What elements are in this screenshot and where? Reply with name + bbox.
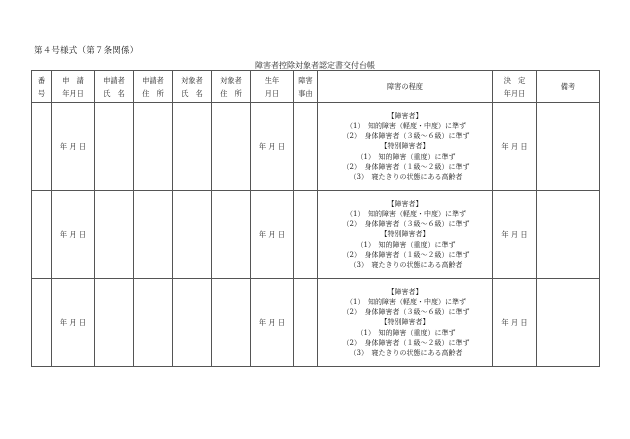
col-header-decision-date: 決 定 年月日 [493,71,537,103]
cell-applicant-address [134,279,173,367]
cell-disability-degree [318,103,493,191]
col-header-subject-name: 対象者 氏 名 [173,71,212,103]
cell-number [32,279,52,367]
degree-option: （3） 寝たきりの状態にある高齢者 [349,261,463,269]
cell-application-date: 年 月 日 [52,279,95,367]
cell-subject-address [212,279,251,367]
cell-application-date: 年 月 日 [52,103,95,191]
table-row [32,279,600,367]
degree-option: （3） 寝たきりの状態にある高齢者 [349,349,463,357]
cell-number [32,103,52,191]
degree-option: （2） 身体障害者（１級～２級）に準ず [342,162,470,171]
cell-applicant-name [95,103,134,191]
col-header-number: 番 号 [32,71,52,103]
col-header-application-date: 申 請 年月日 [52,71,95,103]
degree-option: （1） 知的障害（重度）に準ず [356,152,456,161]
degree-option: （1） 知的障害（軽度・中度）に準ず [346,121,466,130]
col-header-disability-degree: 障害の程度 [318,71,493,103]
degree-option: （2） 身体障害者（１級～２級）に準ず [342,338,470,347]
cell-remarks [537,279,600,367]
cell-remarks [537,103,600,191]
degree-option: （1） 知的障害（軽度・中度）に準ず [346,297,466,306]
table-row [32,103,600,191]
cell-decision-date: 年 月 日 [493,103,537,191]
degree-option: （1） 知的障害（重度）に準ず [356,240,456,249]
cell-decision-date: 年 月 日 [493,191,537,279]
col-header-applicant-address: 申請者 住 所 [134,71,173,103]
degree-heading-special: 【特別障害者】 [380,230,430,239]
degree-option: （2） 身体障害者（１級～２級）に準ず [342,250,470,259]
cell-birth-date: 年 月 日 [251,191,294,279]
cell-applicant-address [134,191,173,279]
cell-applicant-address [134,103,173,191]
table-row [32,191,600,279]
degree-heading-disabled: 【障害者】 [387,287,423,296]
col-header-applicant-name: 申請者 氏 名 [95,71,134,103]
form-number: 第４号様式（第７条関係） [34,46,139,56]
degree-option: （2） 身体障害者（３級～６級）に準ず [342,132,470,141]
degree-option: （3） 寝たきりの状態にある高齢者 [349,173,463,181]
cell-application-date: 年 月 日 [52,191,95,279]
cell-disability-degree [318,191,493,279]
col-header-birth-date: 生年 月日 [251,71,294,103]
degree-heading-special: 【特別障害者】 [380,318,430,327]
degree-option: （2） 身体障害者（３級～６級）に準ず [342,308,470,317]
cell-subject-name [173,103,212,191]
header-row [32,71,600,103]
cell-disability-degree [318,279,493,367]
cell-subject-name [173,191,212,279]
cell-subject-address [212,191,251,279]
col-header-remarks: 備考 [537,71,600,103]
cell-birth-date: 年 月 日 [251,279,294,367]
cell-applicant-name [95,279,134,367]
degree-heading-disabled: 【障害者】 [387,199,423,208]
degree-option: （1） 知的障害（軽度・中度）に準ず [346,209,466,218]
cell-disability-reason [294,103,318,191]
col-header-subject-address: 対象者 住 所 [212,71,251,103]
cell-disability-reason [294,279,318,367]
cell-applicant-name [95,191,134,279]
cell-birth-date: 年 月 日 [251,103,294,191]
cell-subject-name [173,279,212,367]
cell-remarks [537,191,600,279]
cell-subject-address [212,103,251,191]
degree-heading-special: 【特別障害者】 [380,142,430,151]
degree-option: （2） 身体障害者（３級～６級）に準ず [342,220,470,229]
degree-heading-disabled: 【障害者】 [387,111,423,120]
cell-disability-reason [294,191,318,279]
cell-decision-date: 年 月 日 [493,279,537,367]
cell-number [32,191,52,279]
degree-option: （1） 知的障害（重度）に準ず [356,328,456,337]
col-header-disability-reason: 障害 事由 [294,71,318,103]
ledger-table [31,70,600,367]
document-title: 障害者控除対象者認定書交付台帳 [255,61,375,70]
